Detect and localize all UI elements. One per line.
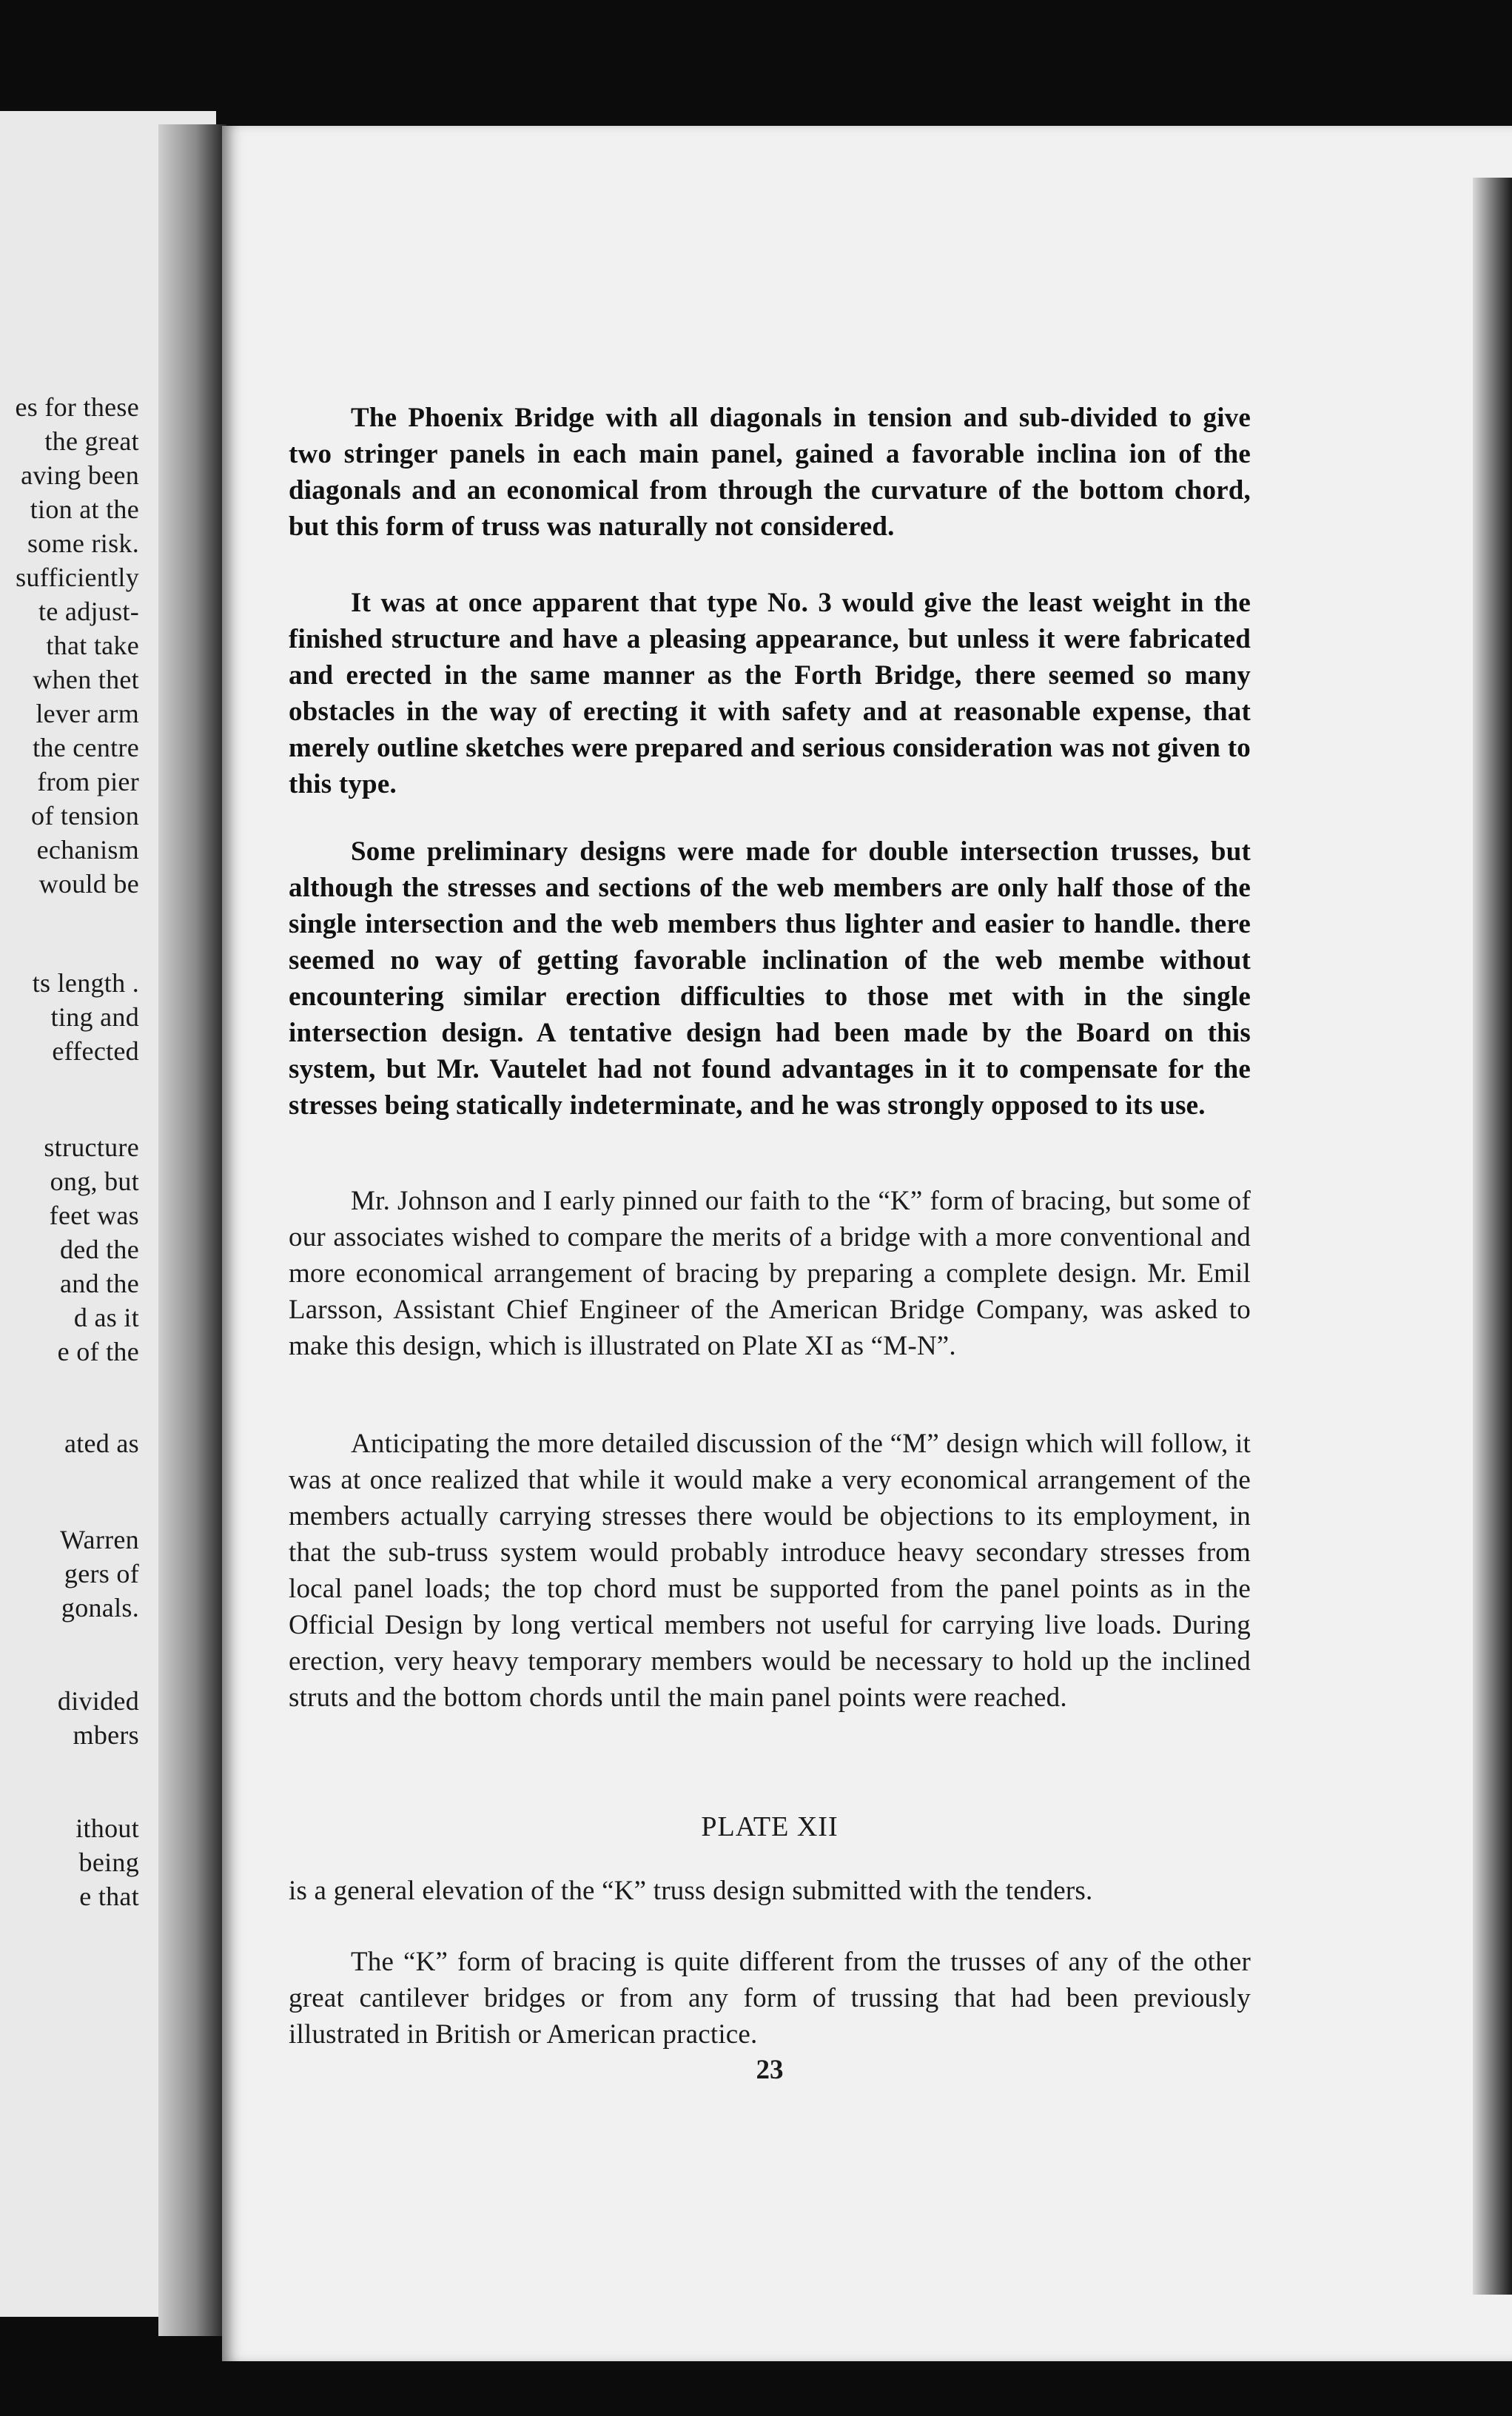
left-page-line: ong, but <box>50 1167 139 1196</box>
left-page-line: that take <box>46 631 139 660</box>
left-page-line: structure <box>44 1132 139 1162</box>
left-page-line: some risk. <box>27 528 139 558</box>
left-page-line: when thet <box>33 665 139 694</box>
page-edge <box>1473 178 1512 2295</box>
plate-heading: PLATE XII <box>701 1811 839 1842</box>
left-page-line: feet was <box>49 1201 139 1230</box>
left-page-line: ts length . <box>32 968 139 998</box>
left-page-line: the centre <box>33 733 139 762</box>
left-page-line: echanism <box>36 835 139 865</box>
plate-paragraph: The “K” form of bracing is quite different from the trusses of any of the other great cantilever bridges or from any form of trussing that had been previously illustrated in British or American practice. <box>289 1947 1251 2050</box>
left-page-line: Warren <box>60 1525 139 1554</box>
left-page-line: mbers <box>73 1720 139 1750</box>
left-page-line: from pier <box>37 767 139 796</box>
body-paragraph: Anticipating the more detailed discussion of the “M” design which will follow, it was at once realized that while it would make a very economical arrangement of the members actually carrying stresses there would be objections to its employment, in that the sub-truss system would probably introduce heavy secondary stresses from local panel loads; the top chord must be supported from the panel points as in the Official Design by long vertical members not useful for carrying live loads. During erection, very heavy temporary members would be necessary to hold up the inclined struts and the bottom chords until the main panel points were reached. <box>289 1429 1251 1713</box>
left-page-line: tion at the <box>30 494 139 524</box>
left-page-line: being <box>78 1848 139 1877</box>
left-page-line: ated as <box>64 1429 139 1458</box>
left-page-line: te adjust- <box>38 597 139 626</box>
book-gutter <box>158 124 226 2336</box>
plate-paragraph: is a general elevation of the “K” truss design submitted with the tenders. <box>289 1876 1093 1906</box>
left-page-line: sufficiently <box>16 563 139 592</box>
left-page-line: e of the <box>57 1337 139 1366</box>
left-page-line: and the <box>59 1269 139 1298</box>
left-page-line: would be <box>38 869 139 899</box>
left-page-line: lever arm <box>36 699 139 728</box>
left-page-line: gonals. <box>61 1593 139 1623</box>
body-paragraph: It was at once apparent that type No. 3 would give the least weight in the finished structure and have a pleasing appearance, but unless it were fabricated and erected in the same manner as the Forth Bridge, there seemed so many obstacles in the way of erecting it with safety and at reasonable expense, that merely outline sketches were prepared and serious consideration was not given to this type. <box>289 588 1251 799</box>
left-page-line: ded the <box>59 1235 139 1264</box>
body-paragraph: Mr. Johnson and I early pinned our faith to the “K” form of bracing, but some of our associates wished to compare the merits of a bridge with a more conventional and more economical arrangement of bracing by preparing a complete design. Mr. Emil Larsson, Assistant Chief Engineer of the American Bridge Company, was asked to make this design, which is illustrated on Plate XI as “M-N”. <box>289 1186 1251 1361</box>
page-number: 23 <box>756 2055 784 2085</box>
left-page-line: divided <box>57 1686 139 1716</box>
left-page-line: es for these <box>15 392 139 422</box>
left-page-line: ithout <box>75 1813 139 1843</box>
left-page-line: of tension <box>31 801 139 830</box>
left-page-line: the great <box>44 426 139 456</box>
left-page-line: gers of <box>64 1559 139 1588</box>
body-paragraph: The Phoenix Bridge with all diagonals in tension and sub-divided to give two stringer panels in each main panel, gained a favorable inclina ion of the diagonals and an economical from through the curvature of the bottom chord, but this form of truss was naturally not considered. <box>289 403 1251 542</box>
left-page-line: effected <box>52 1036 139 1066</box>
body-paragraph: Some preliminary designs were made for double intersection trusses, but although the stresses and sections of the web members are only half those of the single intersection and the web members thus lighter and easier to handle. there seemed no way of getting favorable inclination of the web membe without encountering similar erection difficulties to those met with in the single intersection design. A tentative design had been made by the Board on this system, but Mr. Vautelet had not found advantages in it to compensate for the stresses being statically indeterminate, and he was strongly opposed to its use. <box>289 836 1251 1121</box>
left-page-line: aving been <box>21 460 139 490</box>
left-page-line: d as it <box>73 1303 139 1332</box>
left-page-line: ting and <box>50 1002 139 1032</box>
left-page-line: e that <box>79 1882 139 1911</box>
